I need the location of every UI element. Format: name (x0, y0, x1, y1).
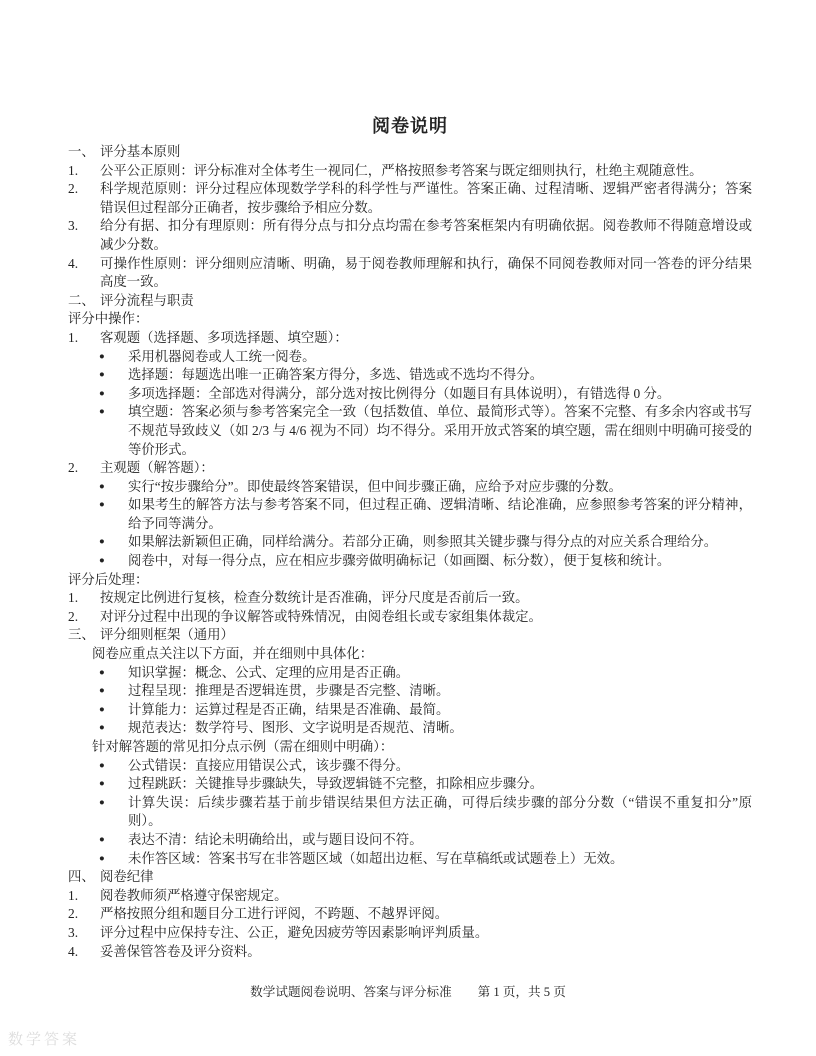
numbered-item (68, 329, 752, 348)
footer-doc-title: 数学试题阅卷说明、答案与评分标准 (250, 985, 452, 999)
bullet-item (68, 775, 752, 794)
bullet-item (68, 757, 752, 776)
line-text: 评分后处理： (68, 571, 149, 587)
bullet-item (68, 533, 752, 552)
line-text: 如果解法新颖但正确，同样给满分。若部分正确，则参照其关键步骤与得分点的对应关系合理给分。 (128, 534, 718, 550)
bullet-icon: ● (99, 779, 105, 790)
line-text: 妥善保管答卷及评分资料。 (100, 943, 261, 959)
numbered-item (68, 217, 752, 254)
line-text: 采用机器阅卷或人工统一阅卷。 (128, 348, 316, 364)
line-text: 可操作性原则：评分细则应清晰、明确，易于阅卷教师理解和执行，确保不同阅卷教师对同一答卷的评分结果高度一致。 (100, 255, 752, 290)
numbered-item (68, 459, 752, 478)
section-number: 一、 (68, 144, 95, 159)
item-number: 2. (68, 460, 79, 476)
bullet-icon: ● (99, 667, 105, 678)
line-text: 对评分过程中出现的争议解答或特殊情况，由阅卷组长或专家组集体裁定。 (100, 608, 542, 624)
document-content (68, 114, 752, 961)
bullet-icon: ● (99, 853, 105, 864)
section-number: 三、 (68, 627, 95, 643)
bullet-icon: ● (99, 370, 105, 381)
bullet-icon: ● (99, 388, 105, 399)
line-text: 针对解答题的常见扣分点示例（需在细则中明确）： (92, 739, 394, 754)
line-text: 评分细则框架（通用） (100, 627, 234, 643)
item-number: 1. (68, 162, 79, 178)
footer-page-number: 第 1 页，共 5 页 (477, 985, 566, 999)
line-text: 实行“按步骤给分”。即使最终答案错误，但中间步骤正确，应给予对应步骤的分数。 (128, 478, 622, 494)
line-text: 计算能力：运算过程是否正确，结果是否准确、最简。 (128, 701, 450, 717)
bullet-icon: ● (99, 797, 105, 808)
line-text: 给分有据、扣分有理原则：所有得分点与扣分点均需在参考答案框架内有明确依据。阅卷教师不得随意增设或减少分数。 (100, 218, 752, 252)
line-text: 严格按照分组和题目分工进行评阅，不跨题、不越界评阅。 (100, 906, 449, 922)
line-text: 表达不清：结论未明确给出，或与题目设问不符。 (128, 831, 423, 847)
item-number: 3. (68, 218, 79, 234)
numbered-item (68, 180, 752, 217)
line-text: 未作答区域：答案书写在非答题区域（如超出边框、写在草稿纸或试题卷上）无效。 (128, 850, 624, 866)
item-number: 1. (68, 329, 79, 345)
line-text: 评分中操作： (68, 311, 149, 327)
line-text: 填空题：答案必须与参考答案完全一致（包括数值、单位、最简形式等）。答案不完整、有多余内容或书写不规范导致歧义（如 2/3 与 4/6 视为不同）均不得分。采用开放式答案的填空题，需在细则中明确可接受的等价形式。 (128, 404, 752, 457)
item-number: 1. (68, 590, 79, 606)
watermark-text: 数学答案 (8, 1032, 81, 1048)
numbered-item (68, 162, 752, 181)
bullet-item (68, 794, 752, 831)
bullet-icon: ● (99, 723, 105, 734)
line-text: 规范表达：数学符号、图形、文字说明是否规范、清晰。 (128, 720, 463, 736)
bullet-item (68, 664, 752, 683)
line-text: 评分过程中应保持专注、公正，避免因疲劳等因素影响评判质量。 (100, 924, 489, 940)
bullet-icon: ● (99, 704, 105, 715)
line-text: 多项选择题：全部选对得满分，部分选对按比例得分（如题目有具体说明），有错选得 0 分。 (128, 385, 671, 401)
bullet-icon: ● (99, 556, 105, 567)
bullet-item (68, 496, 752, 533)
bullet-item (68, 385, 752, 404)
section-heading (68, 143, 752, 162)
bullet-item (68, 682, 752, 701)
line-text: 公式错误：直接应用错误公式，该步骤不得分。 (128, 757, 410, 773)
line-text: 计算失误：后续步骤若基于前步错误结果但方法正确，可得后续步骤的部分分数（“错误不重复扣分”原则）。 (128, 794, 752, 829)
item-number: 2. (68, 906, 79, 922)
section-number: 四、 (68, 869, 95, 885)
bullet-icon: ● (99, 686, 105, 697)
paragraph (68, 310, 752, 329)
bullet-icon: ● (99, 834, 105, 845)
page-footer (0, 984, 816, 1000)
numbered-item (68, 887, 752, 906)
bullet-item (68, 552, 752, 571)
bullet-icon: ● (99, 481, 105, 492)
section-heading (68, 626, 752, 645)
line-text: 评分基本原则 (100, 144, 181, 159)
paragraph (68, 645, 752, 664)
numbered-item (68, 608, 752, 627)
line-text: 阅卷教师须严格遵守保密规定。 (100, 887, 288, 903)
line-text: 客观题（选择题、多项选择题、填空题）： (100, 329, 348, 345)
section-heading (68, 868, 752, 887)
section-number: 二、 (68, 292, 95, 308)
bullet-icon: ● (99, 537, 105, 548)
line-text: 阅卷纪律 (100, 869, 154, 885)
item-number: 4. (68, 255, 79, 271)
line-text: 过程跳跃：关键推导步骤缺失，导致逻辑链不完整，扣除相应步骤分。 (128, 776, 544, 792)
item-number: 1. (68, 887, 79, 903)
bullet-item (68, 719, 752, 738)
paragraph (68, 738, 752, 757)
line-text: 主观题（解答题）： (100, 460, 214, 476)
item-number: 3. (68, 924, 79, 940)
line-text: 科学规范原则：评分过程应体现数学学科的科学性与严谨性。答案正确、过程清晰、逻辑严密者得满分；答案错误但过程部分正确者，按步骤给予相应分数。 (100, 181, 752, 215)
bullet-item (68, 478, 752, 497)
bullet-item (68, 701, 752, 720)
section-heading (68, 292, 752, 311)
item-number: 2. (68, 181, 79, 197)
line-text: 公平公正原则：评分标准对全体考生一视同仁，严格按照参考答案与既定细则执行，杜绝主观随意性。 (100, 162, 703, 178)
line-text: 过程呈现：推理是否逻辑连贯，步骤是否完整、清晰。 (128, 683, 450, 699)
bullet-icon: ● (99, 760, 105, 771)
line-text: 知识掌握：概念、公式、定理的应用是否正确。 (128, 664, 410, 680)
line-text: 阅卷中，对每一得分点，应在相应步骤旁做明确标记（如画圈、标分数），便于复核和统计。 (128, 553, 671, 569)
item-number: 4. (68, 943, 79, 959)
numbered-item (68, 589, 752, 608)
numbered-item (68, 924, 752, 943)
line-text: 阅卷应重点关注以下方面，并在细则中具体化： (92, 646, 374, 662)
bullet-icon: ● (99, 500, 105, 511)
bullet-icon: ● (99, 351, 105, 362)
line-text: 选择题：每题选出唯一正确答案方得分，多选、错选或不选均不得分。 (128, 367, 544, 383)
line-text: 按规定比例进行复核，检查分数统计是否准确，评分尺度是否前后一致。 (100, 590, 529, 606)
numbered-item (68, 255, 752, 292)
bullet-icon: ● (99, 407, 105, 418)
bullet-item (68, 850, 752, 869)
numbered-item (68, 905, 752, 924)
bullet-item (68, 348, 752, 367)
bullet-item (68, 831, 752, 850)
line-text: 评分流程与职责 (100, 292, 194, 308)
numbered-item (68, 943, 752, 962)
bullet-item (68, 403, 752, 459)
line-text: 如果考生的解答方法与参考答案不同，但过程正确、逻辑清晰、结论准确，应参照参考答案的评分精神，给予同等满分。 (128, 497, 752, 531)
document-body (68, 143, 752, 961)
bullet-item (68, 366, 752, 385)
item-number: 2. (68, 608, 79, 624)
paragraph (68, 571, 752, 590)
page-title: 阅卷说明 (372, 116, 448, 136)
